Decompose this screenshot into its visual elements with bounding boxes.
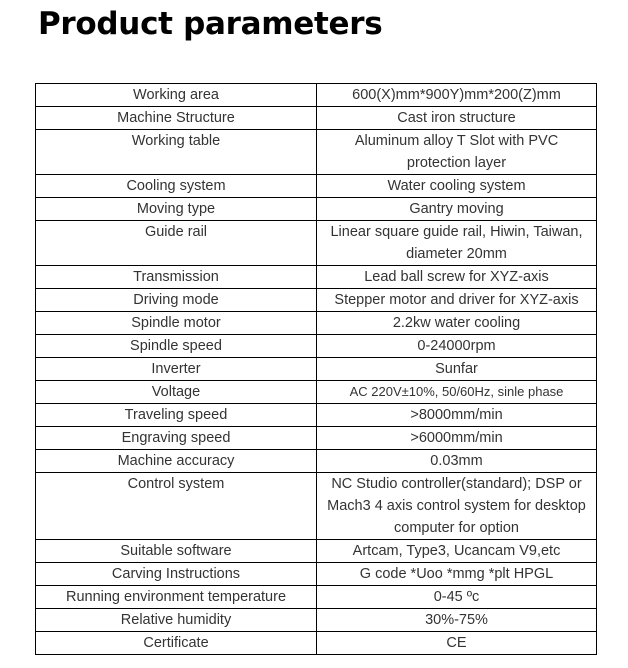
param-value: Gantry moving xyxy=(317,198,597,221)
param-label: Running environment temperature xyxy=(36,586,317,609)
param-label: Engraving speed xyxy=(36,427,317,450)
table-row xyxy=(36,175,597,198)
param-label: Voltage xyxy=(36,381,317,404)
param-value: 0-24000rpm xyxy=(317,335,597,358)
param-value: 600(X)mm*900Y)mm*200(Z)mm xyxy=(317,84,597,107)
param-value: Cast iron structure xyxy=(317,107,597,130)
param-label: Certificate xyxy=(36,632,317,655)
param-value: Lead ball screw for XYZ-axis xyxy=(317,266,597,289)
param-value: Artcam, Type3, Ucancam V9,etc xyxy=(317,540,597,563)
param-label: Machine Structure xyxy=(36,107,317,130)
table-row xyxy=(36,335,597,358)
param-value: 2.2kw water cooling xyxy=(317,312,597,335)
param-value: Water cooling system xyxy=(317,175,597,198)
param-label: Driving mode xyxy=(36,289,317,312)
table-row xyxy=(36,450,597,473)
table-row xyxy=(36,473,597,540)
param-value: 0-45 ºc xyxy=(317,586,597,609)
param-label: Moving type xyxy=(36,198,317,221)
param-label: Traveling speed xyxy=(36,404,317,427)
table-row xyxy=(36,198,597,221)
param-label: Spindle speed xyxy=(36,335,317,358)
param-label: Relative humidity xyxy=(36,609,317,632)
table-row xyxy=(36,130,597,175)
param-value: Sunfar xyxy=(317,358,597,381)
param-label: Suitable software xyxy=(36,540,317,563)
param-label: Working area xyxy=(36,84,317,107)
param-value: CE xyxy=(317,632,597,655)
table-row xyxy=(36,632,597,655)
table-row xyxy=(36,221,597,266)
param-value: NC Studio controller(standard); DSP or Mach3 4 axis control system for desktop computer for option xyxy=(317,473,597,540)
page-title: Product parameters xyxy=(38,6,383,42)
table-row xyxy=(36,586,597,609)
param-value: AC 220V±10%, 50/60Hz, sinle phase xyxy=(317,381,597,404)
param-value: Linear square guide rail, Hiwin, Taiwan, diameter 20mm xyxy=(317,221,597,266)
param-value: 30%-75% xyxy=(317,609,597,632)
param-label: Machine accuracy xyxy=(36,450,317,473)
table-row xyxy=(36,312,597,335)
table-row xyxy=(36,427,597,450)
table-row xyxy=(36,266,597,289)
table-row xyxy=(36,358,597,381)
param-value: Aluminum alloy T Slot with PVC protection layer xyxy=(317,130,597,175)
table-row xyxy=(36,563,597,586)
param-label: Spindle motor xyxy=(36,312,317,335)
param-value: G code *Uoo *mmg *plt HPGL xyxy=(317,563,597,586)
table-row xyxy=(36,107,597,130)
table-row xyxy=(36,289,597,312)
param-value: Stepper motor and driver for XYZ-axis xyxy=(317,289,597,312)
param-value: >6000mm/min xyxy=(317,427,597,450)
product-parameters-table xyxy=(35,83,597,655)
param-label: Cooling system xyxy=(36,175,317,198)
param-value: 0.03mm xyxy=(317,450,597,473)
param-label: Carving Instructions xyxy=(36,563,317,586)
table-row xyxy=(36,84,597,107)
param-label: Inverter xyxy=(36,358,317,381)
table-row xyxy=(36,381,597,404)
param-label: Control system xyxy=(36,473,317,540)
param-label: Working table xyxy=(36,130,317,175)
table-row xyxy=(36,404,597,427)
param-label: Transmission xyxy=(36,266,317,289)
table-row xyxy=(36,609,597,632)
table-row xyxy=(36,540,597,563)
param-value: >8000mm/min xyxy=(317,404,597,427)
param-label: Guide rail xyxy=(36,221,317,266)
